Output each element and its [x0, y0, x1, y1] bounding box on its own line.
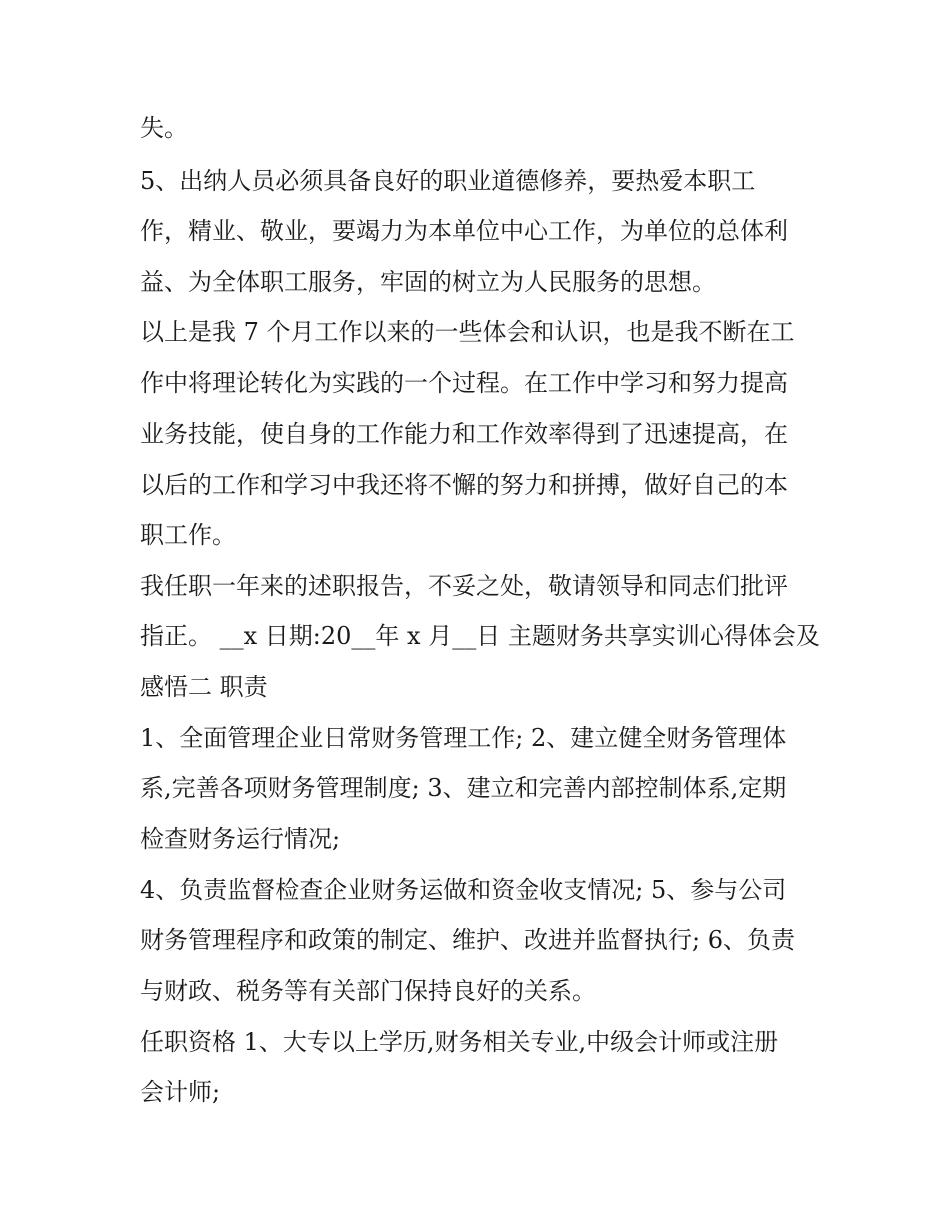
text-line: 检查财务运行情况;	[140, 825, 341, 853]
text-line: 以后的工作和学习中我还将不懈的努力和拼搏，做好自己的本	[140, 471, 788, 499]
text-line: 我任职一年来的述职报告，不妥之处，敬请领导和同志们批评	[140, 572, 788, 600]
text-line: 系,完善各项财务管理制度; 3、建立和完善内部控制体系,定期	[140, 774, 787, 802]
text-line: 指正。 __x 日期:20__年 x 月__日 主题财务共享实训心得体会及	[140, 622, 820, 650]
text-line: 感悟二 职责	[140, 673, 268, 701]
text-line: 与财政、税务等有关部门保持良好的关系。	[140, 977, 596, 1005]
text-line: 任职资格 1、大专以上学历,财务相关专业,中级会计师或注册	[140, 1028, 779, 1056]
text-line: 作，精业、敬业，要竭力为本单位中心工作，为单位的总体利	[140, 217, 788, 245]
text-line: 1、全面管理企业日常财务管理工作; 2、建立健全财务管理体	[140, 724, 787, 752]
text-line: 会计师;	[140, 1078, 221, 1106]
text-line: 财务管理程序和政策的制定、维护、改进并监督执行; 6、负责	[140, 926, 795, 954]
text-line: 4、负责监督检查企业财务运做和资金收支情况; 5、参与公司	[140, 876, 787, 904]
text-line: 5、出纳人员必须具备良好的职业道德修养，要热爱本职工	[140, 167, 756, 195]
text-line: 职工作。	[140, 521, 236, 549]
text-line: 业务技能，使自身的工作能力和工作效率得到了迅速提高，在	[140, 420, 788, 448]
text-line: 以上是我 7 个月工作以来的一些体会和认识，也是我不断在工	[140, 318, 795, 346]
text-line: 作中将理论转化为实践的一个过程。在工作中学习和努力提高	[140, 369, 788, 397]
text-line: 益、为全体职工服务，牢固的树立为人民服务的思想。	[140, 268, 716, 296]
text-line: 失。	[140, 114, 188, 142]
